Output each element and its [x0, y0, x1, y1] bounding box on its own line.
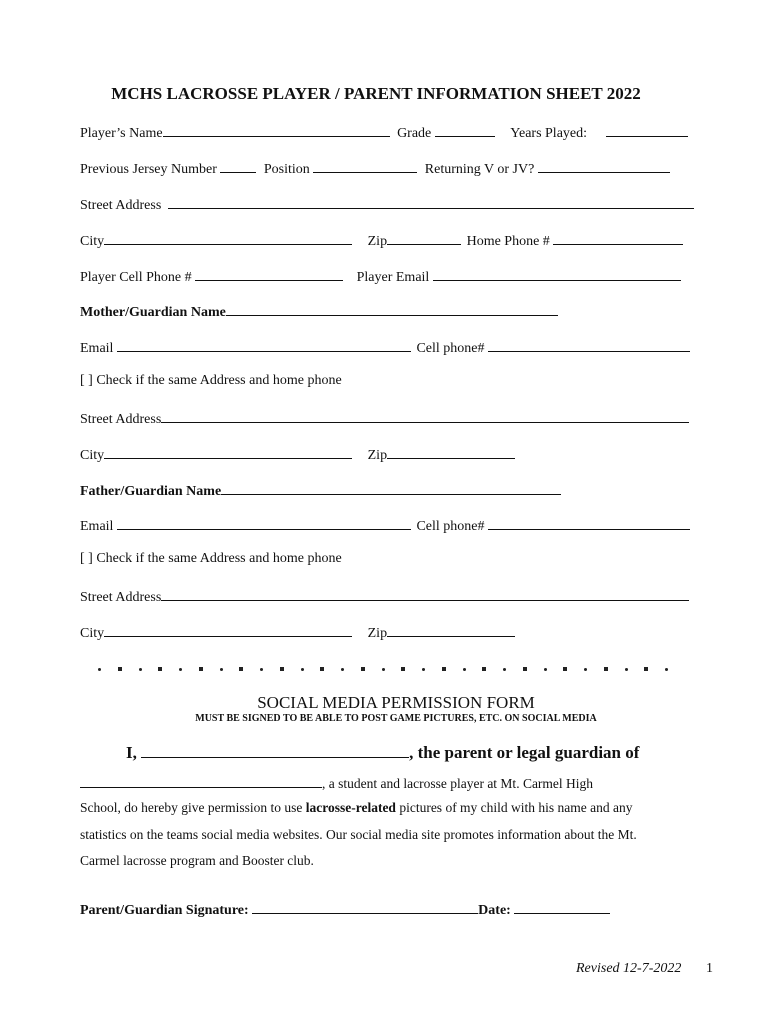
father-same-address-label: Check if the same Address and home phone — [96, 551, 342, 566]
father-city-row — [80, 622, 515, 643]
student-name-field[interactable] — [80, 773, 322, 788]
father-cell-field[interactable] — [488, 515, 690, 530]
player-cell-row — [80, 266, 681, 287]
signature-field[interactable] — [252, 899, 478, 914]
social-media-subtitle: MUST BE SIGNED TO BE ABLE TO POST GAME PICTURES, ETC. ON SOCIAL MEDIA — [195, 713, 597, 724]
player-street-field[interactable] — [168, 194, 694, 209]
father-cell-label: Cell phone# — [416, 519, 485, 534]
mother-zip-field[interactable] — [387, 444, 515, 459]
years-played-field[interactable] — [606, 122, 688, 137]
mother-name-field[interactable] — [226, 301, 558, 316]
player-email-field[interactable] — [433, 266, 681, 281]
father-email-field[interactable] — [117, 515, 411, 530]
jersey-field[interactable] — [220, 158, 256, 173]
father-street-field[interactable] — [161, 586, 689, 601]
player-name-label: Player’s Name — [80, 126, 163, 141]
player-zip-field[interactable] — [387, 230, 461, 245]
permission-text-1c: pictures of my child with his name and any — [395, 800, 633, 815]
mother-street-row — [80, 408, 689, 429]
home-phone-field[interactable] — [553, 230, 683, 245]
father-street-label: Street Address — [80, 590, 162, 605]
mother-city-label: City — [80, 448, 105, 463]
i-label: I, — [126, 743, 137, 762]
player-cell-label: Player Cell Phone # — [80, 270, 192, 285]
guardian-name-field[interactable] — [141, 741, 409, 758]
jersey-row — [80, 158, 670, 179]
mother-email-row — [80, 337, 690, 358]
mother-name-row — [80, 301, 558, 322]
page-number: 1 — [706, 961, 713, 976]
social-media-title: SOCIAL MEDIA PERMISSION FORM — [257, 693, 535, 712]
mother-city-row — [80, 444, 515, 465]
player-zip-label: Zip — [367, 234, 388, 249]
guardian-text: , the parent or legal guardian of — [409, 743, 640, 762]
father-name-label: Father/Guardian Name — [80, 484, 222, 499]
father-city-field[interactable] — [104, 622, 352, 637]
years-played-label: Years Played: — [510, 126, 588, 141]
home-phone-label: Home Phone # — [466, 234, 550, 249]
signature-label: Parent/Guardian Signature: — [80, 903, 249, 918]
father-email-row — [80, 515, 690, 536]
permission-line-1 — [80, 799, 633, 817]
mother-same-address-label: Check if the same Address and home phone — [96, 373, 342, 388]
father-zip-label: Zip — [367, 626, 388, 641]
student-row — [80, 773, 593, 793]
mother-cell-label: Cell phone# — [416, 341, 485, 356]
mother-street-label: Street Address — [80, 412, 162, 427]
jersey-label: Previous Jersey Number — [80, 162, 217, 177]
returning-field[interactable] — [538, 158, 670, 173]
guardian-row — [126, 741, 639, 763]
grade-label: Grade — [397, 126, 432, 141]
player-cell-field[interactable] — [195, 266, 343, 281]
father-zip-field[interactable] — [387, 622, 515, 637]
signature-row — [80, 899, 610, 920]
father-email-label: Email — [80, 519, 114, 534]
revised-date: Revised 12-7-2022 — [576, 961, 682, 976]
father-same-address-checkbox[interactable]: [ ] — [80, 551, 93, 566]
mother-email-label: Email — [80, 341, 114, 356]
permission-text-1a: School, do hereby give permission to use — [80, 800, 306, 815]
permission-text-1b: lacrosse-related — [305, 800, 396, 815]
grade-field[interactable] — [435, 122, 495, 137]
player-city-field[interactable] — [104, 230, 352, 245]
returning-label: Returning V or JV? — [424, 162, 535, 177]
player-city-row — [80, 230, 683, 251]
player-street-label: Street Address — [80, 198, 162, 213]
mother-street-field[interactable] — [161, 408, 689, 423]
father-city-label: City — [80, 626, 105, 641]
mother-email-field[interactable] — [117, 337, 411, 352]
permission-line-3: Carmel lacrosse program and Booster club. — [80, 853, 314, 868]
date-label: Date: — [478, 903, 511, 918]
mother-same-address-checkbox[interactable]: [ ] — [80, 373, 93, 388]
dotted-divider — [98, 664, 668, 674]
player-street-row — [80, 194, 694, 215]
father-street-row — [80, 586, 689, 607]
date-field[interactable] — [514, 899, 610, 914]
student-text: , a student and lacrosse player at Mt. Carmel High — [322, 776, 594, 791]
father-name-field[interactable] — [221, 480, 561, 495]
mother-same-address-row[interactable] — [80, 372, 342, 390]
permission-line-2: statistics on the teams social media websites. Our social media site promotes information about the Mt. — [80, 827, 637, 842]
mother-zip-label: Zip — [367, 448, 388, 463]
player-name-row — [80, 122, 688, 143]
position-label: Position — [263, 162, 310, 177]
mother-cell-field[interactable] — [488, 337, 690, 352]
father-same-address-row[interactable] — [80, 550, 342, 568]
player-city-label: City — [80, 234, 105, 249]
mother-city-field[interactable] — [104, 444, 352, 459]
father-name-row — [80, 480, 561, 501]
player-email-label: Player Email — [356, 270, 430, 285]
position-field[interactable] — [313, 158, 417, 173]
player-name-field[interactable] — [163, 122, 390, 137]
page-title: MCHS LACROSSE PLAYER / PARENT INFORMATION SHEET 2022 — [111, 84, 641, 103]
mother-name-label: Mother/Guardian Name — [80, 305, 226, 320]
